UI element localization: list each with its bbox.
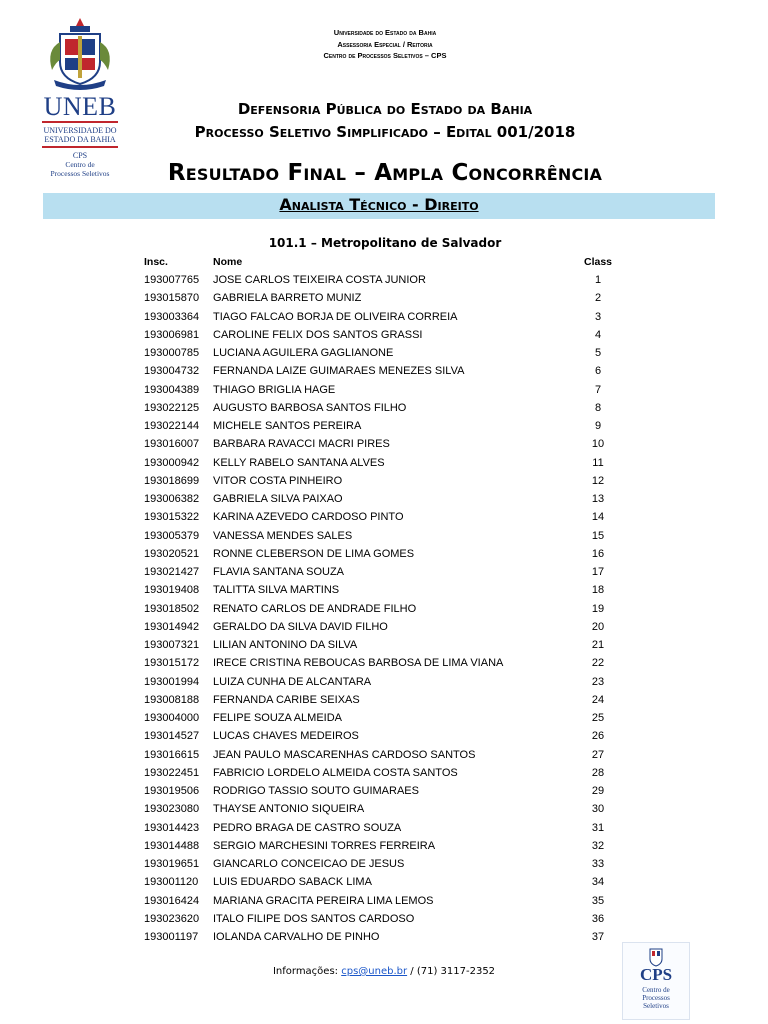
cell-class: 24 (591, 693, 605, 706)
cell-insc: 193023620 (144, 912, 200, 925)
footer-email-link[interactable]: cps@uneb.br (341, 966, 408, 977)
page-title: Resultado Final – Ampla Concorrência (167, 160, 603, 186)
table-row (0, 420, 768, 438)
table-row (0, 347, 768, 365)
cell-insc: 193019651 (144, 858, 200, 870)
cps-badge-line2: Processos (642, 994, 670, 1002)
cell-insc: 193014942 (144, 620, 200, 633)
table-row (0, 913, 768, 931)
cell-insc: 193001120 (144, 876, 199, 889)
table-row (0, 566, 768, 584)
position-title: Analista Técnico - Direito (279, 195, 479, 214)
cell-insc: 193015870 (144, 292, 200, 305)
cell-insc: 193001197 (144, 931, 199, 943)
logo-cps: CPS (72, 151, 88, 160)
cell-insc: 193007765 (144, 274, 200, 286)
cell-insc: 193006382 (144, 493, 200, 505)
cell-nome: RENATO CARLOS DE ANDRADE FILHO (213, 602, 417, 615)
table-row (0, 292, 768, 310)
cell-class: 13 (591, 493, 605, 505)
table-row (0, 384, 768, 402)
cell-class: 36 (591, 912, 605, 925)
cell-class: 32 (591, 839, 605, 852)
table-row (0, 493, 768, 511)
logo-cps-sub1: Centro de (65, 160, 95, 169)
header-process: Processo Seletivo Simplificado – Edital 001/2018 (194, 123, 576, 141)
cell-class: 16 (591, 547, 605, 560)
footer-label: Informações: (272, 966, 339, 977)
cell-insc: 193020521 (144, 547, 200, 560)
cell-class: 8 (594, 401, 602, 414)
cell-insc: 193003364 (144, 310, 200, 323)
cell-nome: LILIAN ANTONINO DA SILVA (213, 639, 358, 651)
cell-class: 1 (594, 274, 602, 286)
cell-insc: 193014423 (144, 821, 200, 834)
cell-class: 15 (591, 529, 605, 542)
table-row (0, 402, 768, 420)
cell-insc: 193008188 (144, 693, 200, 706)
cell-nome: GERALDO DA SILVA DAVID FILHO (213, 620, 388, 633)
cell-class: 12 (591, 474, 605, 487)
table-row (0, 803, 768, 821)
table-row (0, 457, 768, 475)
cps-logo (622, 942, 690, 1020)
cell-nome: LUCAS CHAVES MEDEIROS (213, 730, 359, 743)
cps-badge-title: CPS (639, 965, 673, 984)
cell-insc: 193018699 (144, 474, 200, 487)
table-row (0, 530, 768, 548)
cell-insc: 193022451 (144, 766, 200, 779)
cell-nome: MICHELE SANTOS PEREIRA (213, 420, 362, 432)
cell-nome: GABRIELA BARRETO MUNIZ (213, 292, 362, 305)
cell-nome: VANESSA MENDES SALES (213, 529, 353, 542)
table-row (0, 895, 768, 913)
cell-insc: 193014527 (144, 730, 200, 743)
cell-class: 23 (591, 675, 605, 688)
table-row (0, 311, 768, 329)
cell-nome: LUCIANA AGUILERA GAGLIANONE (213, 347, 394, 359)
footer-phone: / (71) 3117-2352 (410, 966, 496, 977)
cell-class: 31 (591, 821, 605, 834)
cell-nome: SERGIO MARCHESINI TORRES FERREIRA (213, 839, 436, 852)
cell-insc: 193004000 (144, 712, 200, 724)
cell-class: 10 (591, 438, 605, 451)
cell-insc: 193016007 (144, 438, 200, 451)
table-row (0, 274, 768, 292)
header-university: Universidade do Estado da Bahia (333, 28, 437, 37)
table-row (0, 548, 768, 566)
cell-insc: 193000785 (144, 347, 200, 359)
cell-class: 20 (591, 620, 605, 633)
cell-nome: KELLY RABELO SANTANA ALVES (213, 456, 385, 469)
table-row (0, 730, 768, 748)
cell-insc: 193022125 (144, 401, 200, 414)
table-row (0, 676, 768, 694)
cell-nome: GIANCARLO CONCEICAO DE JESUS (213, 858, 405, 870)
table-row (0, 694, 768, 712)
cell-class: 17 (591, 566, 605, 578)
cell-class: 33 (591, 858, 605, 870)
cell-nome: FERNANDA CARIBE SEIXAS (213, 693, 360, 706)
cell-class: 27 (591, 748, 605, 761)
cell-insc: 193000942 (144, 456, 200, 469)
cell-nome: FERNANDA LAIZE GUIMARAES MENEZES SILVA (213, 365, 465, 378)
uneb-logo (40, 14, 120, 179)
table-row (0, 584, 768, 602)
cell-nome: GABRIELA SILVA PAIXAO (213, 493, 343, 505)
cell-nome: THIAGO BRIGLIA HAGE (213, 383, 336, 396)
cell-nome: THAYSE ANTONIO SIQUEIRA (213, 803, 365, 816)
cell-nome: FELIPE SOUZA ALMEIDA (213, 712, 342, 724)
cell-nome: FLAVIA SANTANA SOUZA (213, 566, 345, 578)
column-header-nome: Nome (213, 256, 243, 268)
cell-nome: BARBARA RAVACCI MACRI PIRES (213, 438, 390, 451)
cell-class: 3 (594, 310, 602, 323)
table-row (0, 785, 768, 803)
cell-nome: TALITTA SILVA MARTINS (213, 584, 340, 597)
cell-insc: 193007321 (144, 639, 200, 651)
logo-university-line2: ESTADO DA BAHIA (44, 135, 116, 144)
cell-nome: JEAN PAULO MASCARENHAS CARDOSO SANTOS (213, 748, 476, 761)
cell-class: 5 (594, 347, 602, 359)
cell-insc: 193016424 (144, 894, 200, 907)
column-header-insc: Insc. (144, 256, 168, 268)
header-cps: Centro de Processos Seletivos – CPS (323, 51, 447, 60)
cell-insc: 193005379 (144, 529, 200, 542)
table-row (0, 475, 768, 493)
table-row (0, 365, 768, 383)
header-org: Defensoria Pública do Estado da Bahia (237, 100, 533, 118)
cell-insc: 193004389 (144, 383, 200, 396)
cell-nome: IRECE CRISTINA REBOUCAS BARBOSA DE LIMA VIANA (213, 657, 504, 670)
logo-cps-sub2: Processos Seletivos (50, 169, 110, 178)
cell-class: 7 (594, 383, 602, 396)
cell-nome: ITALO FILIPE DOS SANTOS CARDOSO (213, 912, 415, 925)
table-row (0, 767, 768, 785)
logo-divider (42, 146, 118, 148)
uneb-logo-name: UNEB (43, 92, 117, 121)
cell-insc: 193015172 (144, 657, 200, 670)
table-row (0, 329, 768, 347)
table-row (0, 858, 768, 876)
table-row (0, 749, 768, 767)
cell-insc: 193015322 (144, 511, 200, 524)
cell-nome: KARINA AZEVEDO CARDOSO PINTO (213, 511, 404, 524)
cps-badge-line3: Seletivos (643, 1002, 669, 1010)
table-row (0, 822, 768, 840)
table-row (0, 438, 768, 456)
cell-nome: CAROLINE FELIX DOS SANTOS GRASSI (213, 328, 423, 341)
uneb-crest-icon (40, 14, 120, 92)
cell-insc: 193021427 (144, 566, 200, 578)
cell-class: 6 (594, 365, 602, 378)
cell-nome: RODRIGO TASSIO SOUTO GUIMARAES (213, 785, 419, 797)
header-assessoria: Assessoria Especial / Reitoria (337, 40, 433, 49)
cell-insc: 193019408 (144, 584, 200, 597)
cell-class: 9 (594, 420, 602, 432)
cps-badge-line1: Centro de (642, 986, 670, 994)
cell-nome: LUIS EDUARDO SABACK LIMA (213, 876, 372, 889)
cell-insc: 193016615 (144, 748, 200, 761)
column-header-class: Class (583, 256, 613, 268)
cell-class: 21 (591, 639, 605, 651)
cell-class: 2 (594, 292, 602, 305)
cell-insc: 193022144 (144, 420, 200, 432)
cell-insc: 193023080 (144, 803, 200, 816)
cell-insc: 193006981 (144, 328, 200, 341)
cell-class: 18 (591, 584, 605, 597)
logo-divider (42, 121, 118, 123)
cell-nome: AUGUSTO BARBOSA SANTOS FILHO (213, 401, 407, 414)
cell-nome: FABRICIO LORDELO ALMEIDA COSTA SANTOS (213, 766, 458, 779)
cell-class: 25 (591, 712, 605, 724)
cell-nome: PEDRO BRAGA DE CASTRO SOUZA (213, 821, 402, 834)
table-row (0, 876, 768, 894)
table-row (0, 657, 768, 675)
table-row (0, 639, 768, 657)
table-row (0, 603, 768, 621)
table-row (0, 712, 768, 730)
cell-class: 34 (591, 876, 605, 889)
cell-class: 37 (591, 931, 605, 943)
cell-class: 30 (591, 803, 605, 816)
cell-nome: VITOR COSTA PINHEIRO (213, 474, 343, 487)
section-title: 101.1 – Metropolitano de Salvador (268, 236, 502, 250)
cell-insc: 193019506 (144, 785, 200, 797)
cell-nome: MARIANA GRACITA PEREIRA LIMA LEMOS (213, 894, 434, 907)
cell-insc: 193018502 (144, 602, 200, 615)
cell-nome: IOLANDA CARVALHO DE PINHO (213, 931, 380, 943)
cell-nome: JOSE CARLOS TEIXEIRA COSTA JUNIOR (213, 274, 426, 286)
cell-insc: 193004732 (144, 365, 200, 378)
cell-class: 14 (591, 511, 605, 524)
cell-class: 19 (591, 602, 605, 615)
table-row (0, 621, 768, 639)
cell-class: 28 (591, 766, 605, 779)
cell-class: 4 (594, 328, 602, 341)
cell-insc: 193001994 (144, 675, 200, 688)
cps-crest-icon (623, 945, 689, 967)
cell-class: 29 (591, 785, 605, 797)
cell-nome: TIAGO FALCAO BORJA DE OLIVEIRA CORREIA (213, 310, 458, 323)
cell-class: 22 (591, 657, 605, 670)
cell-nome: LUIZA CUNHA DE ALCANTARA (213, 675, 372, 688)
cell-insc: 193014488 (144, 839, 200, 852)
logo-university-line1: UNIVERSIDADE DO (43, 126, 117, 135)
cell-class: 35 (591, 894, 605, 907)
cell-nome: RONNE CLEBERSON DE LIMA GOMES (213, 547, 415, 560)
table-row (0, 840, 768, 858)
cell-class: 11 (592, 456, 604, 469)
table-row (0, 511, 768, 529)
cell-class: 26 (591, 730, 605, 743)
